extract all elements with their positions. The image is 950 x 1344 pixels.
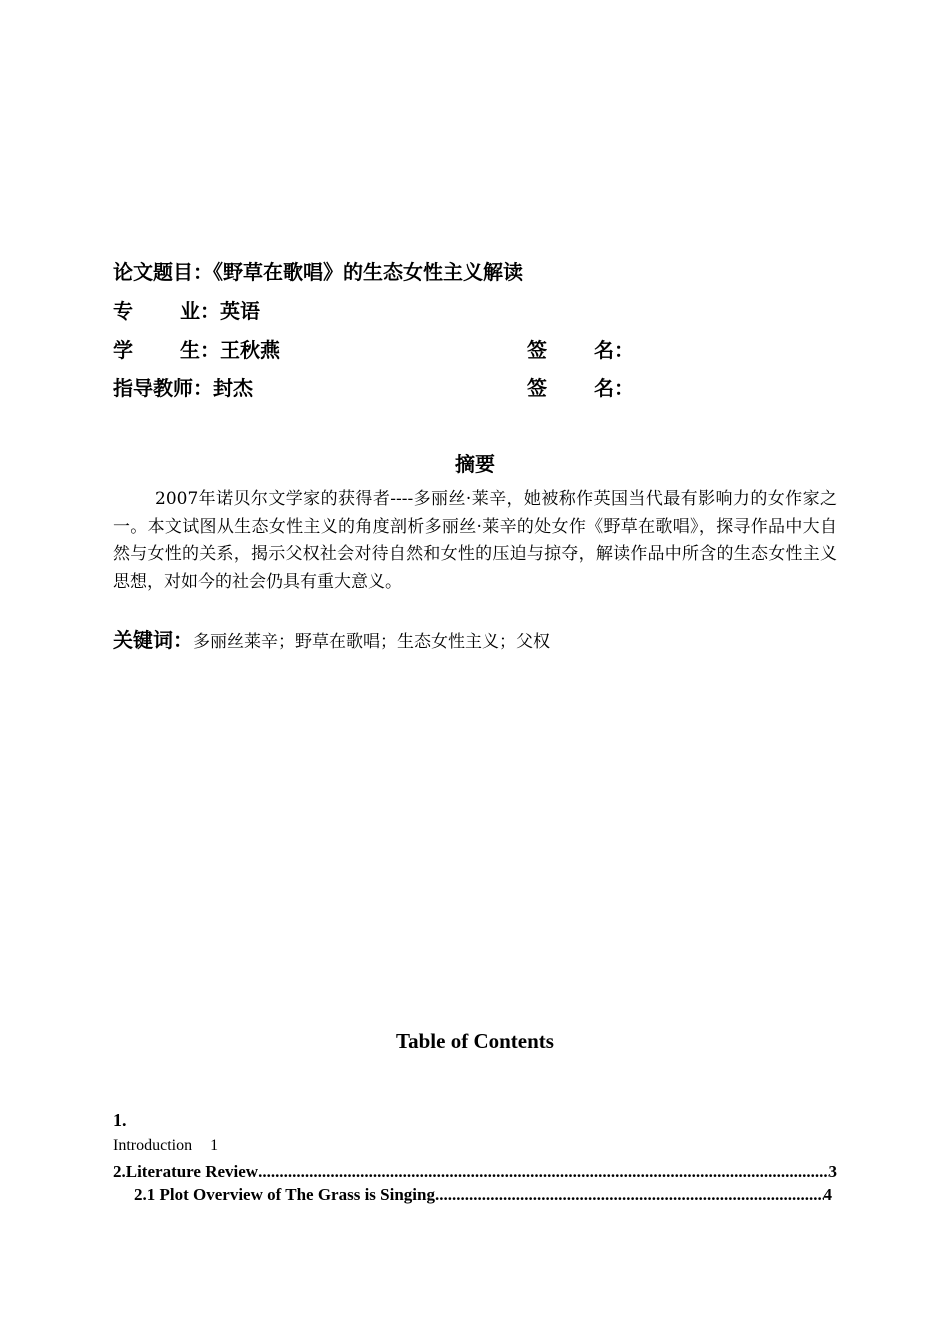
- major-label-second: 业：: [180, 299, 220, 323]
- thesis-title-label: 论文题目：: [113, 260, 213, 284]
- advisor-label: 指导教师：: [113, 376, 213, 400]
- signature-label-second: 名：: [594, 338, 634, 362]
- toc-item-page: 1: [210, 1137, 219, 1154]
- signature-label-first: 签: [527, 338, 547, 362]
- toc-item-number: 1.: [113, 1110, 127, 1130]
- advisor-signature: [527, 374, 634, 402]
- student-signature: [527, 336, 634, 364]
- advisor-line: [113, 374, 253, 402]
- student-line: [113, 336, 280, 364]
- major-value: 英语: [220, 299, 260, 323]
- toc-item-introduction[interactable]: [113, 1137, 218, 1155]
- keywords-value: 多丽丝莱辛；野草在歌唱；生态女性主义；父权: [193, 632, 550, 652]
- signature-label-second: 名：: [594, 376, 634, 400]
- student-label-first: 学: [113, 338, 133, 362]
- toc-item-title: 2.1 Plot Overview of The Grass is Singing: [134, 1185, 435, 1204]
- toc-item-page: 3: [828, 1162, 837, 1181]
- thesis-title-line: [113, 258, 523, 286]
- student-value: 王秋燕: [220, 338, 280, 362]
- toc-item-title: Introduction: [113, 1137, 193, 1154]
- abstract-heading: 摘要: [455, 452, 495, 476]
- major-label-first: 专: [113, 299, 133, 323]
- toc-item-literature-review[interactable]: [113, 1162, 837, 1182]
- abstract-body: 2007年诺贝尔文学家的获得者----多丽丝·莱辛，她被称作英国当代最有影响力的女作家之一。本文试图从生态女性主义的角度剖析多丽丝·莱辛的处女作《野草在歌唱》，探寻作品中大自然与女性的关系，揭示父权社会对待自然和女性的压迫与掠夺，解读作品中所含的生态女性主义思想，对如今的社会仍具有重大意义。: [113, 489, 837, 592]
- keywords-line: [113, 624, 550, 653]
- advisor-value: 封杰: [213, 376, 253, 400]
- thesis-title-value: 《野草在歌唱》的生态女性主义解读: [213, 260, 523, 284]
- toc-leader-dots: [258, 1162, 828, 1182]
- toc-item-page: 4: [823, 1185, 832, 1204]
- toc-leader-dots: [435, 1185, 824, 1205]
- toc-item-title: 2.Literature Review: [113, 1162, 259, 1181]
- major-line: [113, 297, 260, 325]
- signature-label-first: 签: [527, 376, 547, 400]
- toc-item-plot-overview[interactable]: [134, 1185, 832, 1205]
- keywords-label: 关键词：: [113, 628, 193, 652]
- student-label-second: 生：: [180, 338, 220, 362]
- toc-heading: Table of Contents: [396, 1029, 554, 1053]
